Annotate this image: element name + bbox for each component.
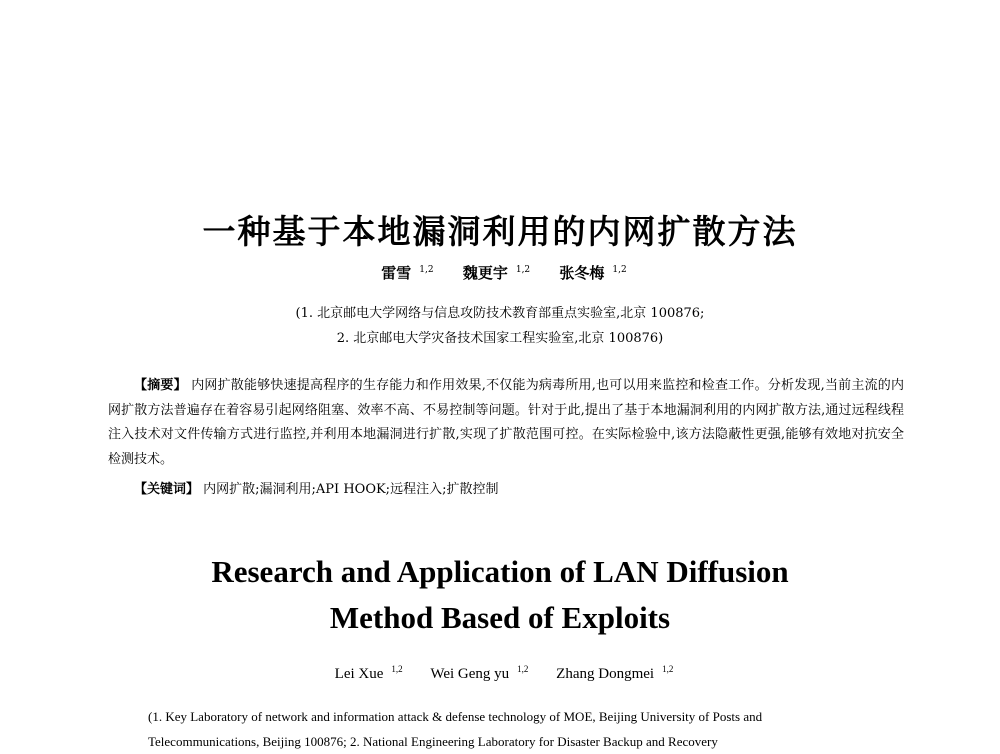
english-author: Lei Xue $^{1,2}$	[334, 664, 403, 682]
english-title-line-2: Method Based of Exploits	[329, 600, 671, 635]
english-author: Wei Geng yu $^{1,2}$	[430, 664, 529, 682]
chinese-affiliation-1: (1. 北京邮电大学网络与信息攻防技术教育部重点实验室,北京 100876;	[295, 306, 705, 321]
chinese-author: 雷雪 $^{1,2}$	[381, 264, 434, 282]
abstract-label: 【摘要】	[134, 378, 187, 393]
english-affiliation: (1. Key Laboratory of network and information attack & defense technology of MOE, Beijing University of Posts and Telecommunications, Beijing 100876; 2. National Engineering Laboratory for Disaster Backup and Recovery	[148, 709, 763, 749]
chinese-author: 张冬梅 $^{1,2}$	[559, 264, 627, 282]
abstract-text: 内网扩散能够快速提高程序的生存能力和作用效果,不仅能为病毒所用,也可以用来监控和检查工作。分析发现,当前主流的内网扩散方法普遍存在着容易引起网络阻塞、效率不高、不易控制等问题。针对于此,提出了基于本地漏洞利用的内网扩散方法,通过远程线程注入技术对文件传输方式进行监控,并利用本地漏洞进行扩散,实现了扩散范围可控。在实际检验中,该方法隐蔽性更强,能够有效地对抗安全检测技术。	[108, 378, 904, 467]
chinese-authors	[0, 262, 1000, 283]
keywords-text: 内网扩散;漏洞利用;API HOOK;远程注入;扩散控制	[203, 482, 499, 497]
english-authors	[0, 664, 1000, 683]
chinese-keywords	[134, 478, 498, 497]
english-author: Zhang Dongmei $^{1,2}$	[556, 664, 674, 682]
chinese-author: 魏更宇 $^{1,2}$	[462, 264, 531, 282]
keywords-label: 【关键词】	[134, 482, 200, 497]
chinese-title: 一种基于本地漏洞利用的内网扩散方法	[202, 212, 798, 251]
chinese-affiliation-2: 2. 北京邮电大学灾备技术国家工程实验室,北京 100876)	[336, 331, 664, 346]
chinese-abstract	[108, 374, 904, 472]
english-title-line-1: Research and Application of LAN Diffusion	[211, 554, 789, 589]
